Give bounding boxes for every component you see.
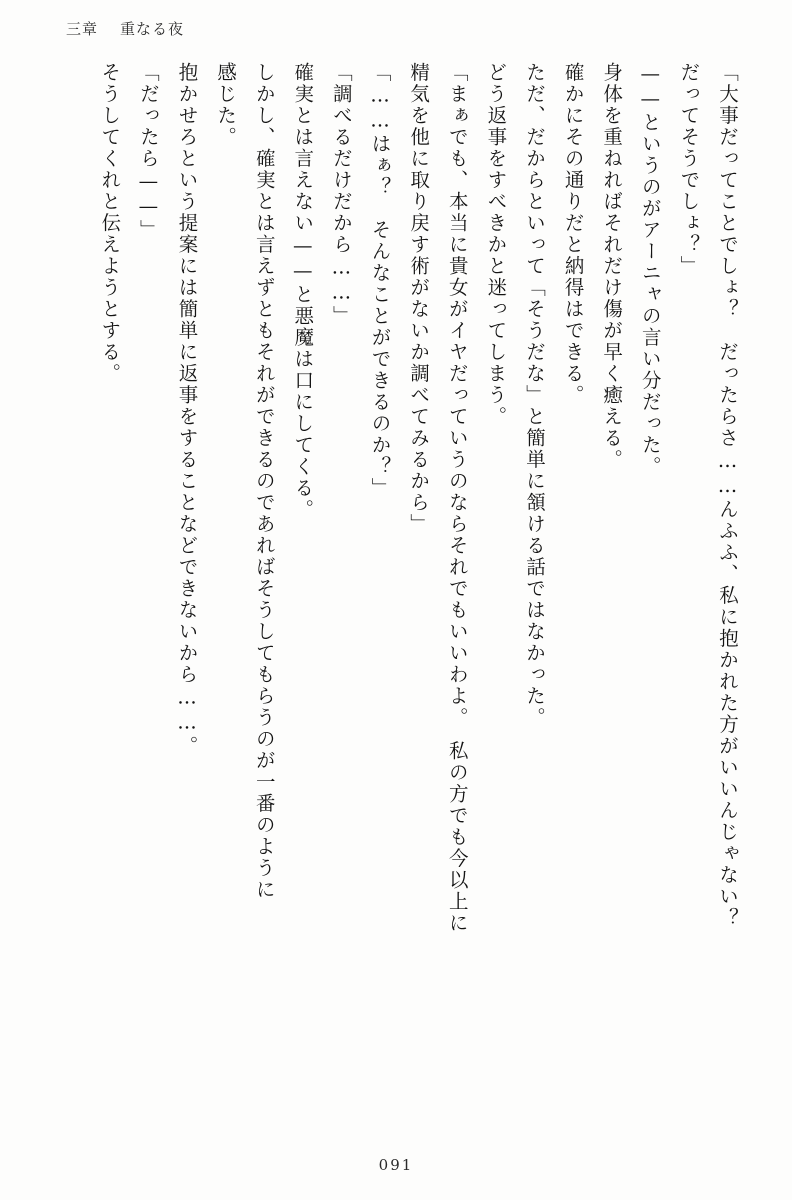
- body-line: 「まぁでも、本当に貴女がイヤだっていうのならそれでもいいわよ。 私の方でも今以上に: [445, 62, 469, 934]
- body-line: 「大事だってことでしょ？ だったらさ……んふふ、私に抱かれた方がいいんじゃない？: [716, 62, 739, 929]
- body-line: 確かにその通りだと納得はできる。: [561, 62, 585, 406]
- body-line: ただ、だからといって「そうだな」と簡単に頷ける話ではなかった。: [522, 62, 546, 729]
- body-line: 確実とは言えない——と悪魔は口にしてくる。: [291, 62, 315, 521]
- body-line: 「調べるだけだから……」: [329, 62, 353, 327]
- body-line: だってそうでしょ？」: [677, 62, 701, 277]
- running-header: [66, 18, 184, 39]
- body-line: 精気を他に取り戻す術がないか調べてみるから」: [407, 62, 431, 535]
- body-line: そうしてくれと伝えようとする。: [98, 62, 122, 385]
- body-line: どう返事をすべきかと迷ってしまう。: [484, 62, 508, 428]
- body-line: 身体を重ねればそれだけ傷が早く癒える。: [600, 62, 624, 471]
- body-line: 「だったら——」: [136, 62, 160, 241]
- body-line: 「……はぁ？ そんなことができるのか？」: [368, 62, 392, 499]
- chapter-number: 三章: [66, 20, 99, 38]
- body-line: ——というのがアーニャの言い分だった。: [638, 62, 662, 478]
- body-line: しかし、確実とは言えずともそれができるのであればそうしてもらうのが一番のように: [252, 62, 276, 901]
- body-line: 感じた。: [214, 62, 238, 148]
- body-text: [56, 62, 746, 1132]
- chapter-title: 重なる夜: [120, 20, 185, 38]
- page-number: 091: [378, 1156, 414, 1174]
- body-line: 抱かせろという提案には簡単に返事をすることなどできないから……。: [175, 62, 199, 757]
